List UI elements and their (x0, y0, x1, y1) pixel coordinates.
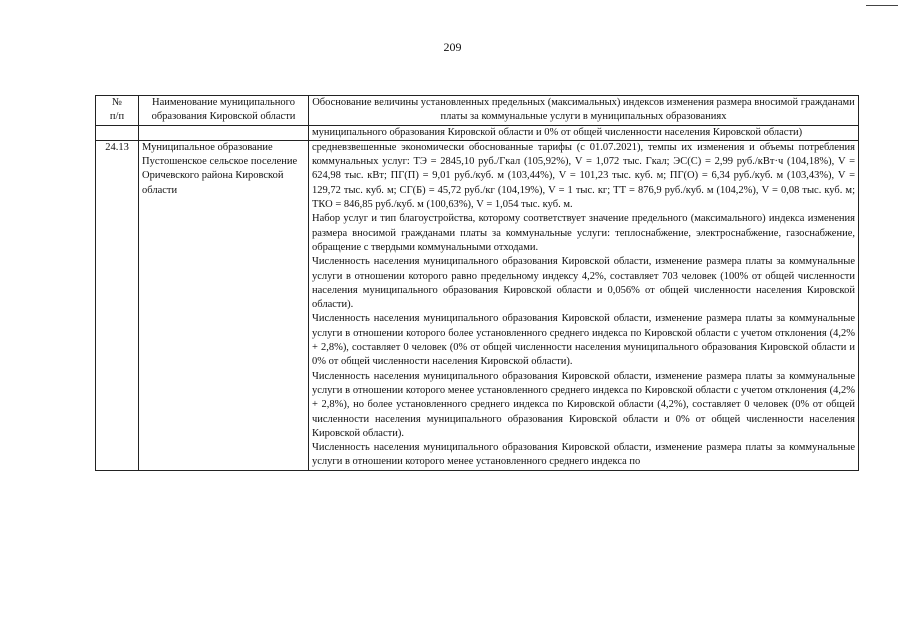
population-below-index-paragraph: Численность населения муниципального образования Кировской области, изменение размера платы за коммунальные услуги в отношении которого менее установленного среднего индекса по (312, 442, 855, 468)
population-above-index-paragraph: Численность населения муниципального образования Кировской области, изменение размера платы за коммунальные услуги в отношении которого более установленного среднего индекса по Кировской области с учетом отклонения (4,2% + 2,8%), составляет 0 человек (0% от общей численности населения муниципального образования Кировской области и 0% от общей численности населения Кировской области). (312, 313, 855, 368)
corner-scan-mark (866, 5, 898, 6)
population-equal-index-paragraph: Численность населения муниципального образования Кировской области, изменение размера платы за коммунальные услуги в отношении которого равно предельному индексу 4,2%, составляет 703 человек (100% от общей численности населения муниципального образования Кировской области и 0,056% от общей численности населения Кировской области). (312, 256, 855, 311)
municipality-name: Муниципальное образование Пустошенское сельское поселение Оричевского района Кировской области (139, 140, 309, 470)
population-between-index-paragraph: Численность населения муниципального образования Кировской области, изменение размера платы за коммунальные услуги в отношении которого менее установленного среднего индекса по Кировской области с учетом отклонения (4,2% + 2,8%), но более установленного среднего индекса по Кировской области (4,2%), составляет 0 человек (0% от общей численности населения муниципального образования Кировской области и 0% от общей численности населения Кировской области). (312, 370, 855, 439)
table-row-continuation (96, 125, 859, 140)
header-justification: Обоснование величины установленных предельных (максимальных) индексов изменения размера вносимой гражданами платы за коммунальные услуги в муниципальных образованиях (309, 96, 859, 126)
header-number: № п/п (96, 96, 139, 126)
cell-continuation-text: муниципального образования Кировской области и 0% от общей численности населения Кировской области) (309, 125, 859, 140)
header-municipality-name: Наименование муниципального образования Кировской области (139, 96, 309, 126)
cell-name-empty (139, 125, 309, 140)
page-number: 209 (443, 40, 462, 54)
services-paragraph: Набор услуг и тип благоустройства, которому соответствует значение предельного (максимального) индекса изменения размера вносимой гражданами платы за коммунальные услуги: теплоснабжение, электроснабжение, газоснабжение, обращение с твердыми коммунальными отходами. (312, 213, 855, 253)
tariffs-paragraph: средневзвешенные экономически обоснованные тарифы (с 01.07.2021), темпы их изменения и объемы потребления коммунальных услуг: ТЭ = 2845,10 руб./Гкал (105,92%), V = 1,072 тыс. Гкал; ЭС(С) = 2,99 руб./кВт·ч (104,18%), V = 624,98 тыс. кВт; ПГ(П) = 9,01 руб./куб. м (103,44%), V = 101,23 тыс. куб. м; ПГ(О) = 6,34 руб./куб. м (103,43%), V = 129,72 тыс. куб. м; СГ(Б) = 45,72 руб./кг (104,19%), V = 1 тыс. кг; ТТ = 876,9 руб./куб. м (104,2%), V = 0,08 тыс. куб. м; ТКО = 846,85 руб./куб. м (100,63%), V = 1,054 тыс. куб. м. (312, 141, 855, 211)
justification-cell (309, 140, 859, 470)
tariff-index-table (95, 95, 859, 471)
cell-number-empty (96, 125, 139, 140)
table-row (96, 140, 859, 470)
row-number: 24.13 (96, 140, 139, 470)
table-header-row (96, 96, 859, 126)
